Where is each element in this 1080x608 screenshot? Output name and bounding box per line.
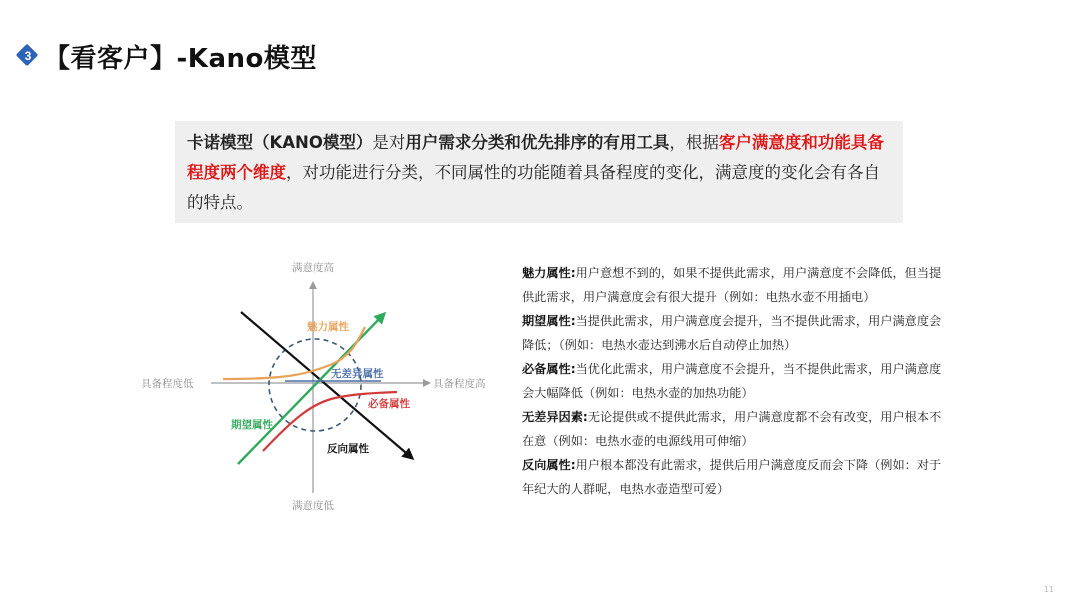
intro-box <box>175 121 903 223</box>
intro-highlight-tool: 用户需求分类和优先排序的有用工具 <box>405 133 670 152</box>
slide-title-bar <box>18 38 317 74</box>
intro-text-1: 是对 <box>372 133 406 152</box>
attribute-name: 反向属性: <box>522 458 576 472</box>
intro-text-3: ，对功能进行分类，不同属性的功能随着具备程度的变化，满意度的变化会有各自的特点。 <box>187 163 880 212</box>
must-attribute-label: 必备属性 <box>368 398 410 410</box>
attribute-desc: 无论提供或不提供此需求，用户满意度都不会有改变，用户根本不在意（例如：电热水壶的电源线用可伸缩） <box>522 410 942 448</box>
attribute-descriptions <box>522 262 942 502</box>
attribute-name: 必备属性: <box>522 362 576 376</box>
indifferent-attribute-label: 无差异属性 <box>331 368 384 380</box>
attribute-charm <box>522 262 942 309</box>
x-axis-left-label: 具备程度低 <box>141 378 194 390</box>
charm-attribute-label: 魅力属性 <box>307 321 349 333</box>
y-axis-bottom-label: 满意度低 <box>292 500 334 512</box>
attribute-name: 魅力属性: <box>522 266 576 280</box>
section-number-badge <box>18 46 38 66</box>
section-number: 3 <box>24 49 32 63</box>
page-number: 11 <box>1043 585 1054 594</box>
expected-attribute-label: 期望属性 <box>231 419 273 431</box>
attribute-desc: 用户意想不到的，如果不提供此需求，用户满意度不会降低，但当提供此需求，用户满意度会有很大提升（例如：电热水壶不用插电） <box>522 266 942 304</box>
expected-attribute-line <box>238 314 384 464</box>
intro-text-2: ，根据 <box>669 133 719 152</box>
intro-highlight-dimensions: 客户满意度和功能具备程度两个维度 <box>187 133 884 182</box>
slide-title: 【看客户】-Kano模型 <box>44 43 317 74</box>
x-axis-right-label: 具备程度高 <box>433 378 486 390</box>
attribute-name: 无差异因素: <box>522 410 588 424</box>
y-axis-top-label: 满意度高 <box>292 262 334 274</box>
attribute-name: 期望属性: <box>522 314 576 328</box>
reverse-attribute-label: 反向属性 <box>327 443 369 455</box>
attribute-expected <box>522 310 942 357</box>
attribute-desc: 当提供此需求，用户满意度会提升，当不提供此需求，用户满意度会降低；（例如：电热水壶达到沸水后自动停止加热） <box>522 314 942 352</box>
attribute-desc: 当优化此需求，用户满意度不会提升，当不提供此需求，用户满意度会大幅降低（例如：电热水壶的加热功能） <box>522 362 942 400</box>
attribute-desc: 用户根本都没有此需求，提供后用户满意度反而会下降（例如：对于年纪大的人群呢，电热水壶造型可爱） <box>522 458 942 496</box>
attribute-reverse <box>522 454 942 501</box>
attribute-must <box>522 358 942 405</box>
attribute-indifferent <box>522 406 942 453</box>
kano-model-diagram <box>135 255 505 520</box>
intro-term: 卡诺模型（KANO模型） <box>187 133 373 152</box>
